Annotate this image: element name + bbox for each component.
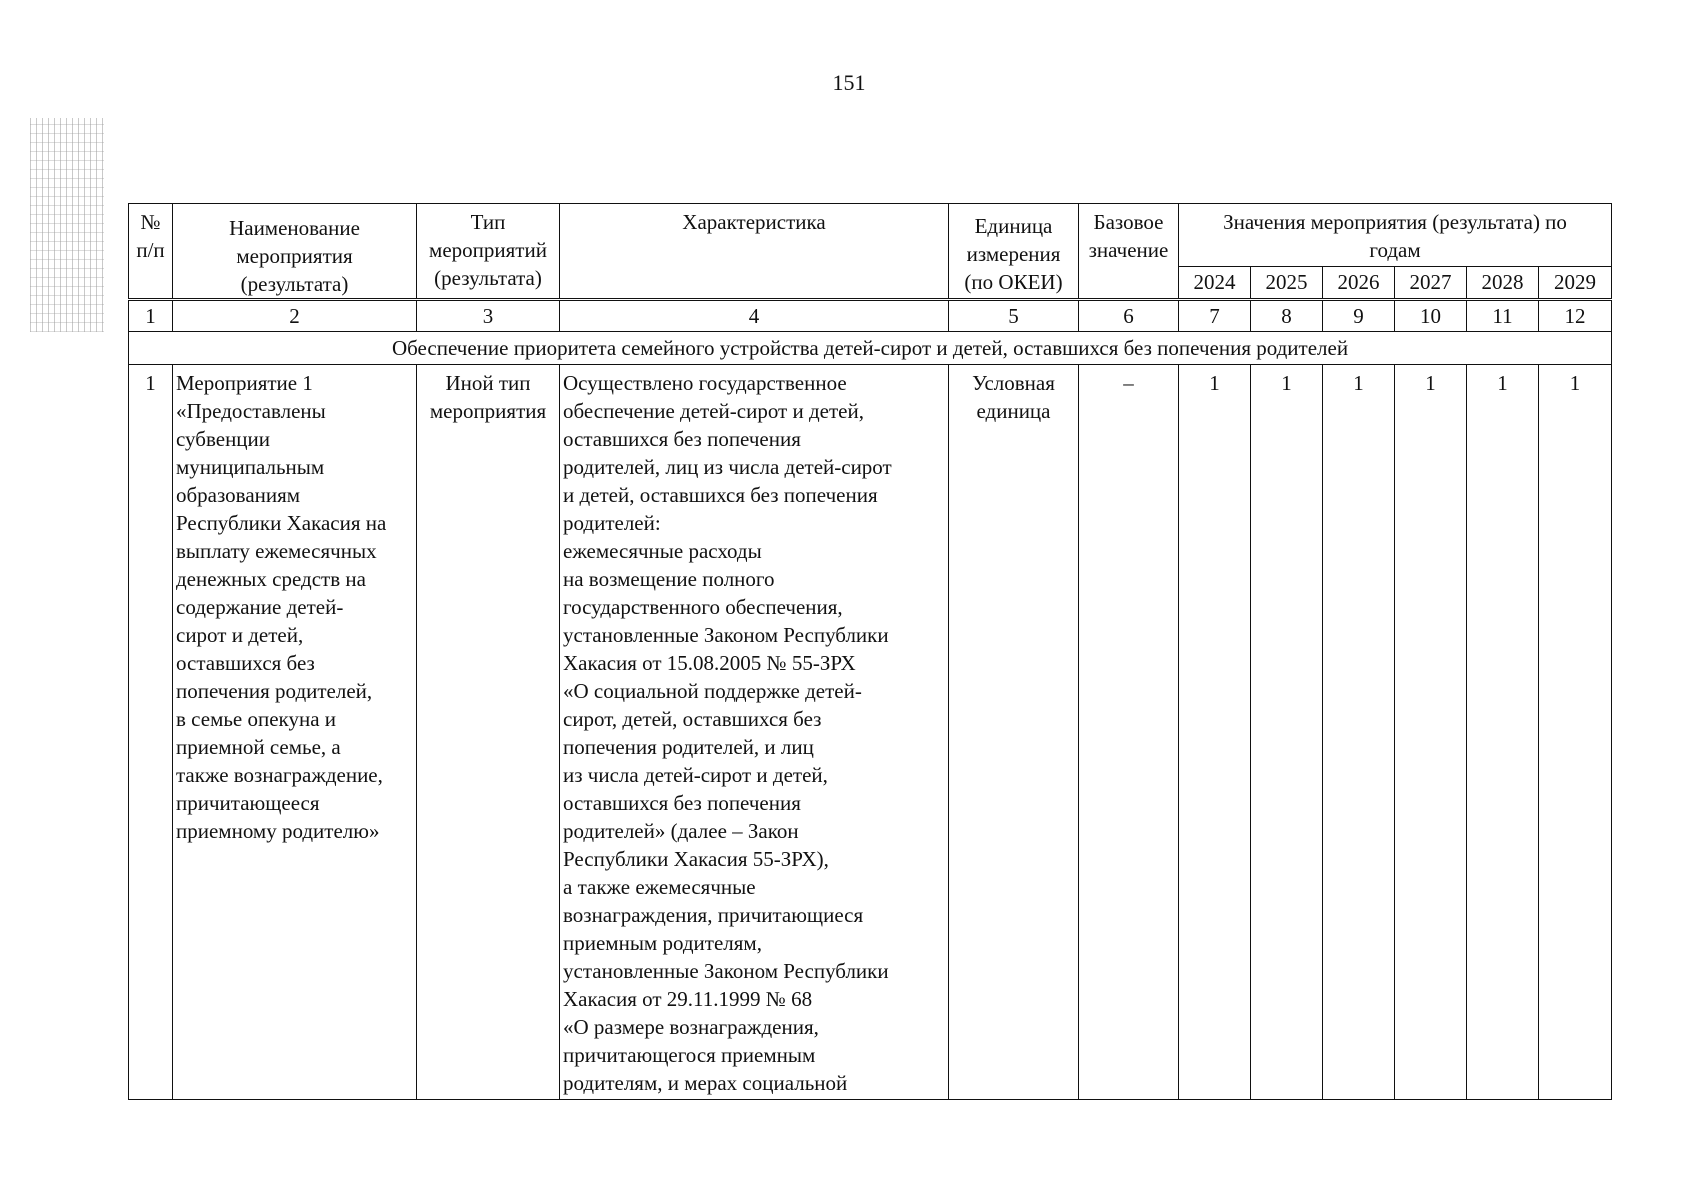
column-number: 9 — [1323, 300, 1395, 332]
row-value-2027: 1 — [1395, 365, 1467, 1100]
row-base: – — [1079, 365, 1179, 1100]
margin-stamp — [30, 118, 104, 332]
table-row — [129, 365, 1612, 1100]
row-value-2028: 1 — [1467, 365, 1539, 1100]
row-value-2026: 1 — [1323, 365, 1395, 1100]
column-number: 2 — [173, 300, 417, 332]
section-title: Обеспечение приоритета семейного устройства детей-сирот и детей, оставшихся без попечения родителей — [129, 332, 1612, 365]
header-type: Тип мероприятий (результата) — [417, 204, 560, 300]
header-name: Наименование мероприятия (результата) — [173, 204, 417, 300]
header-unit: Единица измерения (по ОКЕИ) — [949, 204, 1079, 300]
header-row-top — [129, 204, 1612, 267]
column-number: 5 — [949, 300, 1079, 332]
row-value-2024: 1 — [1179, 365, 1251, 1100]
column-number: 4 — [560, 300, 949, 332]
header-year-2026: 2026 — [1323, 266, 1395, 299]
header-characteristic: Характеристика — [560, 204, 949, 300]
column-number: 12 — [1539, 300, 1612, 332]
header-values-group: Значения мероприятия (результата) по годам — [1179, 204, 1612, 267]
row-characteristic: Осуществлено государственное обеспечение детей-сирот и детей, оставшихся без попечения родителей, лиц из числа детей-сирот и детей, оставшихся без попечения родителей: ежемесячные расходы на возмещение полного государственного обеспечения, установленные Законом Республики Хакасия от 15.08.2005 № 55-ЗРХ «О социальной поддержке детей- сирот, детей, оставшихся без попечения родителей, и лиц из числа детей-сирот и детей, оставшихся без попечения родителей» (далее – Закон Республики Хакасия 55-ЗРХ), а также ежемесячные вознаграждения, причитающиеся приемным родителям, установленные Законом Республики Хакасия от 29.11.1999 № 68 «О размере вознаграждения, причитающегося приемным родителям, и мерах социальной — [560, 365, 949, 1100]
header-base: Базовое значение — [1079, 204, 1179, 300]
column-number: 3 — [417, 300, 560, 332]
column-number: 8 — [1251, 300, 1323, 332]
column-number: 11 — [1467, 300, 1539, 332]
section-row — [129, 332, 1612, 365]
header-year-2029: 2029 — [1539, 266, 1612, 299]
header-year-2027: 2027 — [1395, 266, 1467, 299]
row-name: Мероприятие 1 «Предоставлены субвенции муниципальным образованиям Республики Хакасия на выплату ежемесячных денежных средств на содержание детей- сирот и детей, оставшихся без попечения родителей, в семье опекуна и приемной семье, а также вознаграждение, причитающееся приемному родителю» — [173, 365, 417, 1100]
header-year-2028: 2028 — [1467, 266, 1539, 299]
column-number: 7 — [1179, 300, 1251, 332]
header-num: № п/п — [129, 204, 173, 300]
page-number: 151 — [832, 70, 866, 95]
column-number: 6 — [1079, 300, 1179, 332]
row-type: Иной тип мероприятия — [417, 365, 560, 1100]
header-year-2025: 2025 — [1251, 266, 1323, 299]
row-value-2029: 1 — [1539, 365, 1612, 1100]
column-number-row — [129, 300, 1612, 332]
column-number: 1 — [129, 300, 173, 332]
row-unit: Условная единица — [949, 365, 1079, 1100]
row-value-2025: 1 — [1251, 365, 1323, 1100]
column-number: 10 — [1395, 300, 1467, 332]
measures-table — [128, 203, 1612, 1100]
row-num: 1 — [129, 365, 173, 1100]
header-year-2024: 2024 — [1179, 266, 1251, 299]
measures-table-container — [128, 203, 1611, 1100]
